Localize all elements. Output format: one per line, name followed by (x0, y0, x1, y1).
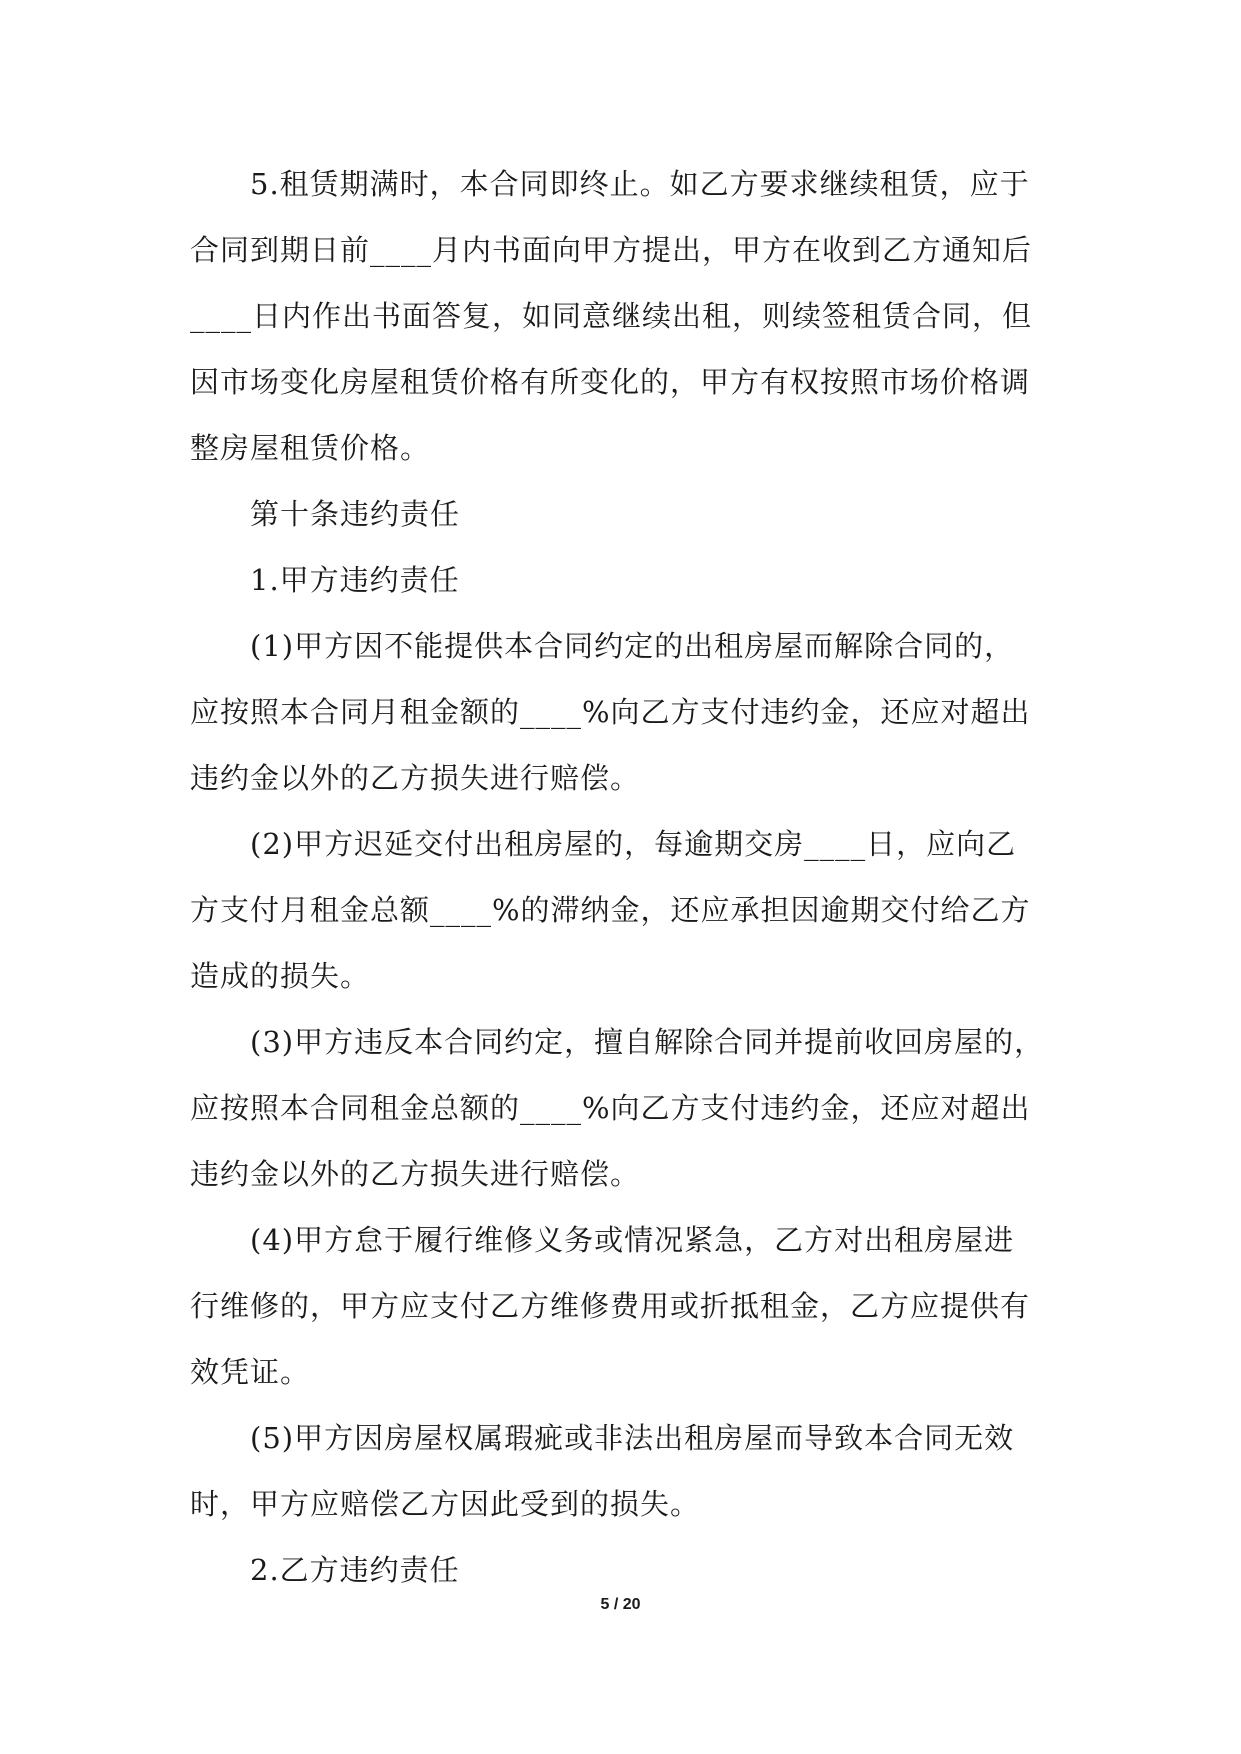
paragraph-line: 时，甲方应赔偿乙方因此受到的损失。 (190, 1487, 701, 1521)
paragraph-line: (5)甲方因房屋权属瑕疵或非法出租房屋而导致本合同无效 (250, 1421, 1015, 1455)
paragraph-line: (1)甲方因不能提供本合同约定的出租房屋而解除合同的， (250, 629, 1015, 663)
paragraph-line: 违约金以外的乙方损失进行赔偿。 (190, 1157, 641, 1191)
paragraph-line: 方支付月租金总额____%的滞纳金，还应承担因逾期交付给乙方 (190, 893, 1031, 927)
paragraph-line: (2)甲方迟延交付出租房屋的，每逾期交房____日，应向乙 (250, 827, 1017, 861)
paragraph-line: 应按照本合同租金总额的____%向乙方支付违约金，还应对超出 (190, 1091, 1031, 1125)
paragraph-line: 行维修的，甲方应支付乙方维修费用或折抵租金，乙方应提供有 (190, 1289, 1031, 1323)
paragraph-line: 整房屋租赁价格。 (190, 431, 431, 465)
paragraph-line: 因市场变化房屋租赁价格有所变化的，甲方有权按照市场价格调 (190, 365, 1031, 399)
page-number: 5 / 20 (600, 1596, 641, 1613)
paragraph-line: 合同到期日前____月内书面向甲方提出，甲方在收到乙方通知后 (190, 233, 1033, 267)
paragraph-line: 造成的损失。 (190, 959, 371, 993)
paragraph-line: ____日内作出书面答复，如同意继续出租，则续签租赁合同，但 (190, 299, 1033, 333)
paragraph-line: 违约金以外的乙方损失进行赔偿。 (190, 761, 641, 795)
section-heading: 第十条违约责任 (250, 497, 461, 531)
paragraph-line: 效凭证。 (190, 1355, 311, 1389)
subsection-heading: 2.乙方违约责任 (250, 1553, 460, 1587)
paragraph-line: (4)甲方怠于履行维修义务或情况紧急，乙方对出租房屋进 (250, 1223, 1015, 1257)
paragraph-line: 应按照本合同月租金额的____%向乙方支付违约金，还应对超出 (190, 695, 1031, 729)
paragraph-line: (3)甲方违反本合同约定，擅自解除合同并提前收回房屋的， (250, 1025, 1045, 1059)
subsection-heading: 1.甲方违约责任 (250, 563, 460, 597)
paragraph-line: 5.租赁期满时，本合同即终止。如乙方要求继续租赁，应于 (250, 167, 1030, 201)
